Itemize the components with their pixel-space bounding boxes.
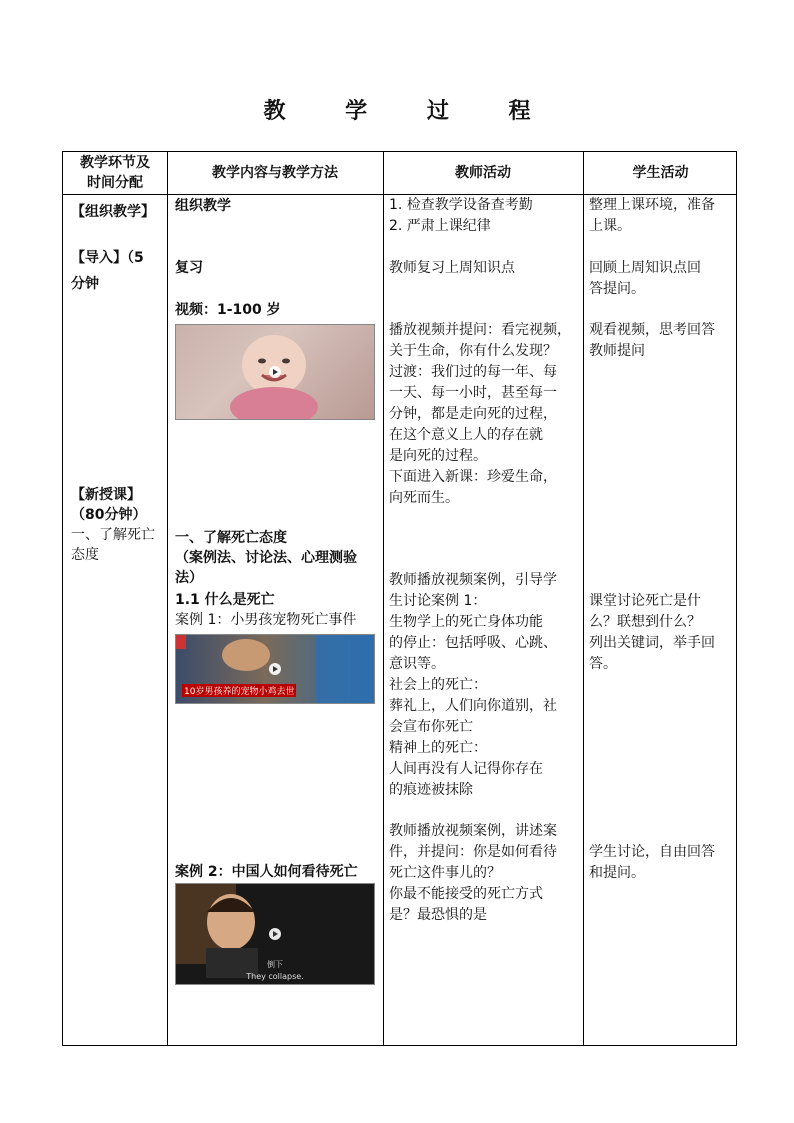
video-case1-thumbnail[interactable] bbox=[175, 634, 375, 704]
student-text: 答提问。 bbox=[589, 281, 645, 297]
content-case-1: 案例 1：小男孩宠物死亡事件 bbox=[175, 612, 357, 628]
teacher-text: 的痕迹被抹除 bbox=[389, 782, 473, 798]
teacher-text: 生物学上的死亡身体功能 bbox=[389, 614, 543, 630]
play-icon[interactable] bbox=[269, 663, 281, 675]
stage-organize: 【组织教学】 bbox=[71, 204, 155, 220]
col-divider bbox=[583, 152, 584, 1045]
stage-intro-cont: 分钟 bbox=[71, 276, 99, 292]
lesson-process-table bbox=[62, 151, 737, 1046]
content-method: （案例法、讨论法、心理测验 bbox=[175, 550, 357, 566]
teacher-text: 分钟，都是走向死的过程， bbox=[389, 406, 557, 422]
teacher-text: 是？最恐惧的是 bbox=[389, 907, 487, 923]
teacher-text: 是向死的过程。 bbox=[389, 448, 487, 464]
content-method-cont: 法） bbox=[175, 570, 203, 586]
student-text: 整理上课环境，准备 bbox=[589, 197, 715, 213]
teacher-text: 播放视频并提问：看完视频， bbox=[389, 322, 571, 338]
content-subsection-1-1: 1.1 什么是死亡 bbox=[175, 592, 275, 608]
student-text: 课堂讨论死亡是什 bbox=[589, 593, 701, 609]
teacher-text: 过渡：我们过的每一年、每 bbox=[389, 364, 557, 380]
content-case-2: 案例 2：中国人如何看待死亡 bbox=[175, 864, 358, 880]
teacher-text: 的停止：包括呼吸、心跳、 bbox=[389, 635, 557, 651]
teacher-text: 意识等。 bbox=[389, 656, 445, 672]
stage-section-1: 一、了解死亡 bbox=[71, 527, 155, 543]
teacher-step-2: 2. 严肃上课纪律 bbox=[389, 218, 491, 234]
content-section-1: 一、了解死亡态度 bbox=[175, 530, 287, 546]
teacher-text: 会宣布你死亡 bbox=[389, 719, 473, 735]
page-title: 教 学 过 程 bbox=[263, 99, 557, 124]
teacher-text: 生讨论案例 1： bbox=[389, 593, 487, 609]
header-content-method: 教学内容与教学方法 bbox=[212, 165, 338, 181]
teacher-step-1: 1. 检查教学设备查考勤 bbox=[389, 197, 533, 213]
student-text: 么？联想到什么？ bbox=[589, 614, 701, 630]
teacher-text: 下面进入新课：珍爱生命， bbox=[389, 469, 557, 485]
student-text: 教师提问 bbox=[589, 343, 645, 359]
content-organize: 组织教学 bbox=[175, 198, 231, 214]
col-divider bbox=[383, 152, 384, 1045]
student-text: 答。 bbox=[589, 656, 617, 672]
student-text: 和提问。 bbox=[589, 865, 645, 881]
teacher-text: 死亡这件事儿的？ bbox=[389, 865, 501, 881]
teacher-text: 向死而生。 bbox=[389, 490, 459, 506]
student-text: 列出关键词，举手回 bbox=[589, 635, 715, 651]
teacher-text: 在这个意义上人的存在就 bbox=[389, 427, 543, 443]
teacher-text: 葬礼上，人们向你道别，社 bbox=[389, 698, 557, 714]
teacher-text: 教师播放视频案例，讲述案 bbox=[389, 823, 557, 839]
header-teacher-activity: 教师活动 bbox=[455, 165, 511, 181]
video-subtitle-cn: 倒下 bbox=[267, 960, 283, 969]
teacher-text: 一天、每一小时，甚至每一 bbox=[389, 385, 557, 401]
teacher-review: 教师复习上周知识点 bbox=[389, 260, 515, 276]
header-student-activity: 学生活动 bbox=[632, 165, 689, 181]
teacher-text: 社会上的死亡： bbox=[389, 677, 487, 693]
student-text: 回顾上周知识点回 bbox=[589, 260, 701, 276]
stage-section-1-cont: 态度 bbox=[71, 547, 99, 563]
stage-new-lesson-time: （80分钟） bbox=[71, 507, 147, 523]
teacher-text: 你最不能接受的死亡方式 bbox=[389, 886, 543, 902]
student-text: 上课。 bbox=[589, 218, 631, 234]
teacher-text: 人间再没有人记得你存在 bbox=[389, 761, 543, 777]
content-review: 复习 bbox=[175, 260, 203, 276]
teacher-text: 件，并提问：你是如何看待 bbox=[389, 844, 557, 860]
student-text: 观看视频，思考回答 bbox=[589, 322, 715, 338]
col-divider bbox=[167, 152, 168, 1045]
header-stage-time: 教学环节及 时间分配 bbox=[80, 155, 150, 191]
video-case2-thumbnail[interactable] bbox=[175, 883, 375, 985]
stage-intro: 【导入】（5 bbox=[71, 250, 144, 266]
stage-new-lesson: 【新授课】 bbox=[71, 487, 141, 503]
content-video-label: 视频：1-100 岁 bbox=[175, 302, 281, 318]
teacher-text: 精神上的死亡： bbox=[389, 740, 487, 756]
teacher-text: 教师播放视频案例，引导学 bbox=[389, 572, 557, 588]
teacher-text: 关于生命，你有什么发现？ bbox=[389, 343, 557, 359]
play-icon[interactable] bbox=[269, 366, 281, 378]
video-subtitle-en: They collapse. bbox=[246, 972, 304, 981]
play-icon[interactable] bbox=[269, 928, 281, 940]
student-text: 学生讨论，自由回答 bbox=[589, 844, 715, 860]
video-baby-thumbnail[interactable] bbox=[175, 324, 375, 420]
video-caption: 10岁男孩养的宠物小鸡去世 bbox=[182, 684, 296, 697]
